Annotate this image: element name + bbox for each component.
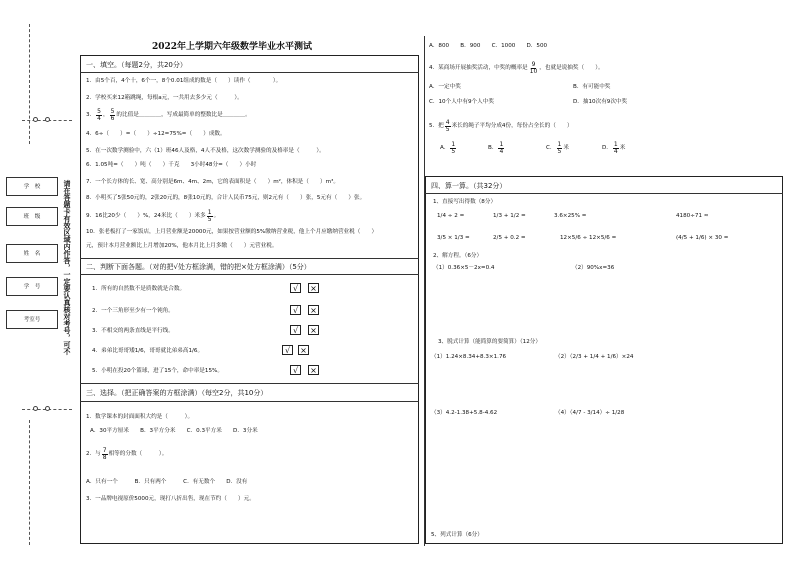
fraction-denominator: 5 xyxy=(557,148,562,155)
cross-box[interactable]: × xyxy=(308,325,319,335)
divider xyxy=(80,274,419,275)
cross-box[interactable]: × xyxy=(308,365,319,375)
choice-q4-option-a: A．一定中奖 xyxy=(429,84,461,90)
calc-sub5-heading: 5、列式计算（6分） xyxy=(431,532,483,538)
binding-dash-line xyxy=(29,24,30,144)
choice-q4-prefix: 4．某商场开展抽奖活动，中奖的概率是 xyxy=(429,64,528,71)
fraction-numerator: 1 xyxy=(207,209,212,216)
q1-2: 2．学校买来12箱跳绳，每根a元，一共用去多少元（ ）。 xyxy=(86,95,243,101)
calc-sub1-heading: 1、直接写出得数（8分） xyxy=(433,199,497,205)
label-student-number: 学 号 xyxy=(6,277,58,296)
cross-box[interactable]: × xyxy=(298,345,309,355)
choice-q4-option-d: D．抽10次有9次中奖 xyxy=(573,99,628,105)
fraction-numerator: 9 xyxy=(531,61,536,68)
q1-3-separator: ， xyxy=(102,111,109,118)
fraction-denominator: 4 xyxy=(499,148,504,155)
q1-3-prefix: 3． xyxy=(86,111,96,118)
choice-q2-suffix: 相等的分数（ ）。 xyxy=(108,450,168,457)
tick-box[interactable]: √ xyxy=(290,283,301,293)
mental-calc: 2/5 + 0.2 = xyxy=(493,235,526,241)
fraction xyxy=(207,210,213,223)
divider xyxy=(425,193,783,194)
fraction-denominator: 4 xyxy=(613,148,618,155)
fraction-denominator: 10 xyxy=(529,68,538,75)
tick-box[interactable]: √ xyxy=(290,365,301,375)
fraction-numerator: 5 xyxy=(110,108,115,115)
mental-calc: 3/5 × 1/3 = xyxy=(437,235,470,241)
choice-q5-prefix: 5．把 xyxy=(429,122,444,129)
option-label: D． xyxy=(602,144,612,151)
choice-q2-prefix: 2．与 xyxy=(86,450,101,457)
calc-sub2-heading: 2、解方程。（6分） xyxy=(433,253,483,259)
q1-10-line1: 10．张老板打了一家饭店，上月营业额是20000元，如果按营业额的5%缴纳营业税，他上个月应缴纳营业税（ ） xyxy=(86,229,378,235)
fraction-denominator: 5 xyxy=(445,126,450,133)
tick-box[interactable]: √ xyxy=(290,325,301,335)
choice-q5 xyxy=(429,120,573,133)
fraction-numerator: 1 xyxy=(613,141,618,148)
fraction xyxy=(445,120,451,133)
left-column-frame xyxy=(80,55,419,544)
section-1-heading: 一、填空。（每题2分，共20分） xyxy=(86,61,187,69)
judge-item-4: 4．弟弟比哥哥矮1/6，哥哥就比弟弟高1/6。 xyxy=(92,348,204,354)
fraction-numerator: 1 xyxy=(557,141,562,148)
simplify-3: （3）4.2-1.38+5.8-4.62 xyxy=(431,410,498,416)
tick-box[interactable]: √ xyxy=(290,305,301,315)
choice-q5-option-a xyxy=(440,142,457,155)
cross-box[interactable]: × xyxy=(308,283,319,293)
fraction xyxy=(450,142,456,155)
fraction xyxy=(557,142,563,155)
fraction xyxy=(529,62,539,75)
binding-hole xyxy=(45,117,50,122)
mental-calc: 3.6×25% = xyxy=(554,213,587,219)
cross-box[interactable]: × xyxy=(308,305,319,315)
fraction xyxy=(498,142,504,155)
q1-9-prefix: 9．16比20少（ ）%，24米比（ ）米多 xyxy=(86,212,206,219)
label-name: 姓 名 xyxy=(6,244,58,263)
choice-q4-option-b: B．有可能中奖 xyxy=(573,84,611,90)
q1-3-suffix: 的比值是＿＿＿＿，写成最简单的整数比是＿＿＿＿。 xyxy=(116,111,251,118)
fraction-denominator: 5 xyxy=(207,216,212,223)
choice-q4 xyxy=(429,62,604,75)
fraction xyxy=(110,109,116,122)
option-label: C． xyxy=(546,144,556,151)
calc-sub3-heading: 3、脱式计算（能简算的要简算）（12分） xyxy=(438,339,541,345)
simplify-1: （1）1.24×8.34+8.3×1.76 xyxy=(431,354,507,360)
binding-notice: 请在答题卡有效区域内作答，一定要认真核对考号，可不 xyxy=(63,180,71,355)
option-unit: 米 xyxy=(563,144,569,151)
choice-q3-options: A．800 B．900 C．1000 D．500 xyxy=(429,43,548,49)
binding-dash-line xyxy=(29,420,30,545)
choice-q5-option-b xyxy=(488,142,505,155)
fraction-numerator: 7 xyxy=(102,447,107,454)
divider xyxy=(80,401,419,402)
simplify-2: （2）（2/3 + 1/4 + 1/6）×24 xyxy=(555,354,634,360)
q1-8: 8．小明买了5张50元的，2张20元的，8张10元的，合计人民币75元，则2元有（ ）张，5元有（ ）张。 xyxy=(86,195,366,201)
equation-1: （1）0.36×5－2x=0.4 xyxy=(433,265,495,271)
choice-q4-option-c: C．10个人中有9个人中奖 xyxy=(429,99,494,105)
choice-q1: 1．数学课本的封面面积大约是（ ）。 xyxy=(86,414,194,420)
mental-calc: (4/5 + 1/6) × 30 = xyxy=(676,235,729,241)
choice-q4-suffix: ，也就是说抽奖（ ）。 xyxy=(539,64,604,71)
q1-4: 4．6÷（ ）=（ ）÷12=75%=（ ）成数。 xyxy=(86,131,226,137)
page-title: 2022年上学期六年级数学毕业水平测试 xyxy=(152,42,313,52)
judge-item-3: 3．不相交的两条直线是平行线。 xyxy=(92,328,174,334)
q1-5: 5．在一次数学测验中，六（1）班46人及格，4人不及格，这次数学测验的及格率是（ ）。 xyxy=(86,148,325,154)
label-exam-room: 考室号 xyxy=(6,310,58,329)
fraction-denominator: 8 xyxy=(102,454,107,461)
fraction-denominator: 6 xyxy=(110,115,115,122)
binding-hole xyxy=(33,117,38,122)
choice-q1-options: A．30平方厘米 B．3平方分米 C．0.3平方米 D．3分米 xyxy=(90,428,258,434)
binding-hole xyxy=(33,406,38,411)
fraction-numerator: 5 xyxy=(97,108,101,115)
choice-q2 xyxy=(86,448,167,461)
choice-q5-option-d xyxy=(602,142,625,155)
q1-10-line2: 元，预计本月营业额比上月增加20%，他本月比上月多缴（ ）元营业税。 xyxy=(86,243,278,249)
q1-9-suffix: 。 xyxy=(213,212,220,219)
label-class: 班 级 xyxy=(6,207,58,226)
q1-6: 6．1.05吨=（ ）吨（ ）千克 3小时48分=（ ）小时 xyxy=(86,162,257,168)
fraction-numerator: 1 xyxy=(451,141,456,148)
choice-q3: 3．一品牌电视原价5000元，现打八折出售，现在节约（ ）元。 xyxy=(86,496,255,502)
section-2-heading: 二、判断下面各题。（对的把√处方框涂满，错的把×处方框涂满）（5分） xyxy=(86,263,311,271)
judge-item-1: 1．所有的自然数不是质数就是合数。 xyxy=(92,286,186,292)
choice-q5-suffix: 米长的绳子平均分成4份，每份占全长的（ ） xyxy=(451,122,573,129)
simplify-4: （4）（4/7 - 3/14）÷ 1/28 xyxy=(555,410,625,416)
judge-item-2: 2．一个三角形至少有一个钝角。 xyxy=(92,308,174,314)
fraction xyxy=(613,142,619,155)
q1-7: 7．一个长方体的长、宽、高分别是6m、4m、2m，它的表面积是（ ）m²，体积是（ ）m³。 xyxy=(86,179,339,185)
option-unit: 米 xyxy=(619,144,626,151)
divider xyxy=(80,383,419,384)
binding-hole xyxy=(45,406,50,411)
divider xyxy=(80,258,419,259)
option-label: A． xyxy=(440,144,450,151)
fraction xyxy=(96,109,102,122)
fraction-numerator: 1 xyxy=(499,141,504,148)
judge-item-5: 5．小明在投20个篮球，进了15个，命中率是15%。 xyxy=(92,368,223,374)
choice-q2-options: A．只有一个 B．只有两个 C．有无数个 D．没有 xyxy=(86,479,248,485)
mental-calc: 1/4 ÷ 2 = xyxy=(437,213,465,219)
mental-calc: 4180÷71 ≈ xyxy=(676,213,709,219)
fraction-denominator: 4 xyxy=(97,115,101,122)
q1-3 xyxy=(86,109,251,122)
mental-calc: 12×5/6 ÷ 12×5/6 = xyxy=(560,235,617,241)
label-school: 学 校 xyxy=(6,177,58,196)
mental-calc: 1/3 + 1/2 = xyxy=(493,213,526,219)
divider xyxy=(80,72,419,73)
q1-1: 1．由5个百，4个十，6个一，8个0.01组成的数是（ ）读作（ ）。 xyxy=(86,78,282,84)
choice-q5-option-c xyxy=(546,142,569,155)
option-label: B． xyxy=(488,144,498,151)
section-4-heading: 四、算一算。（共32分） xyxy=(431,182,507,190)
tick-box[interactable]: √ xyxy=(282,345,293,355)
fraction-denominator: 5 xyxy=(451,148,456,155)
equation-2: （2）90%x=36 xyxy=(572,265,615,271)
fraction xyxy=(102,448,108,461)
section-3-heading: 三、选择。（把正确答案的方框涂满）（每空2分，共10分） xyxy=(86,389,268,397)
q1-9 xyxy=(86,210,219,223)
fraction-numerator: 4 xyxy=(445,119,450,126)
